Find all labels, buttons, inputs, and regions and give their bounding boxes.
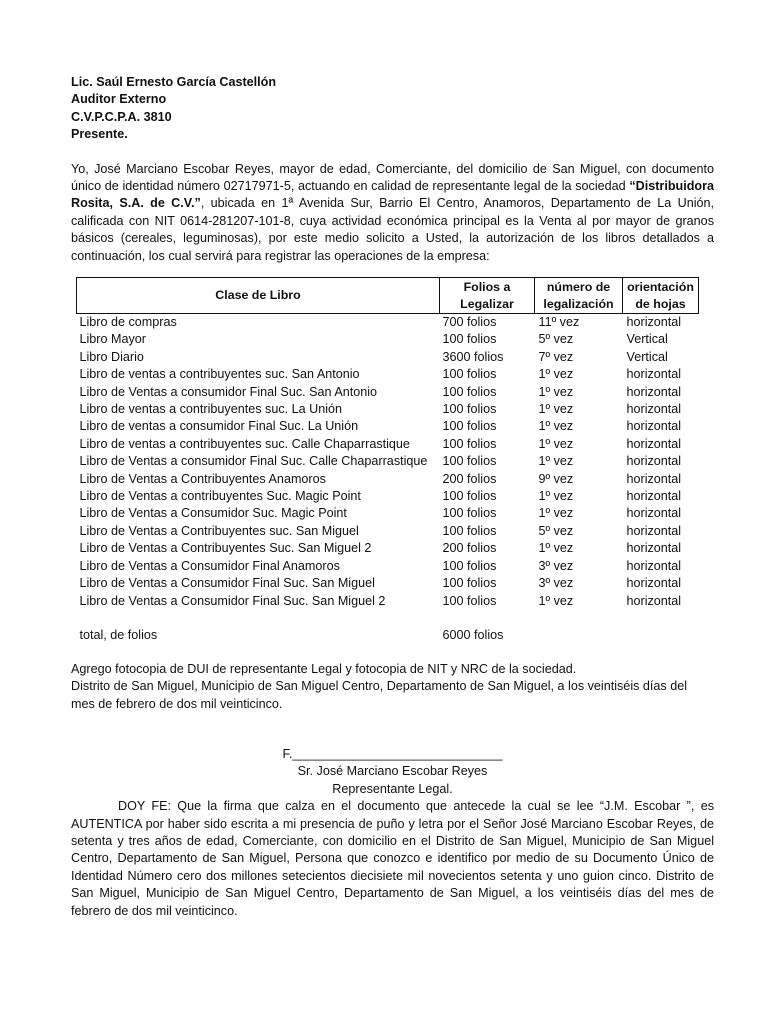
folios-cell: 100 folios [442,419,497,434]
table-body [77,314,699,645]
document-page [71,74,714,920]
table-row [77,384,699,401]
legalization-cell: 1º vez [538,419,574,434]
orientation-cell: horizontal [626,523,682,538]
orientation-cell: horizontal [626,367,682,382]
books-table [76,277,699,645]
legalization-cell: 1º vez [538,384,574,399]
orientation-cell: horizontal [626,384,682,399]
book-name-cell: Libro de Ventas a Consumidor Final Anamoros [79,558,340,573]
book-name-cell: Libro de Ventas a contribuyentes Suc. Magic Point [79,489,361,504]
legalization-cell: 1º vez [538,402,574,417]
orientation-cell: horizontal [626,471,682,486]
table-row [77,540,699,557]
addressee-block [71,74,714,144]
folios-cell: 200 folios [442,541,497,556]
table-row [77,331,699,348]
table-row [77,418,699,435]
orientation-cell: horizontal [626,558,682,573]
legalization-cell: 1º vez [538,593,574,608]
book-name-cell: Libro de ventas a consumidor Final Suc. La Unión [79,419,359,434]
folios-cell: 100 folios [442,593,497,608]
table-row [77,523,699,540]
book-name-cell: Libro de ventas a contribuyentes suc. La Unión [79,402,343,417]
book-name-cell: Libro de ventas a contribuyentes suc. Calle Chaparrastique [79,436,410,451]
legalization-cell: 3º vez [538,576,574,591]
folios-cell: 100 folios [442,332,497,347]
book-name-cell: Libro de compras [79,315,177,329]
addressee-greeting: Presente. [71,127,128,142]
place-date: Distrito de San Miguel, Municipio de San Miguel Centro, Departamento de San Miguel, a los veintiséis días del mes de febrero de dos mil veinticinco. [71,679,688,711]
folios-cell: 100 folios [442,558,497,573]
book-name-cell: Libro de Ventas a consumidor Final Suc. San Antonio [79,384,378,399]
header-book-class: Clase de Libro [77,278,440,314]
table-row [77,488,699,505]
total-value: 6000 folios [442,628,504,643]
table-row [77,436,699,453]
legalization-cell: 1º vez [538,541,574,556]
header-orientation: orientación de hojas [623,278,699,314]
signature-line: F.______________________________ [282,746,503,761]
folios-cell: 100 folios [442,402,497,417]
legalization-cell: 7º vez [538,349,574,364]
orientation-cell: horizontal [626,506,682,521]
attachments-note: Agrego fotocopia de DUI de representante Legal y fotocopia de NIT y NRC de la sociedad. [71,661,577,676]
legalization-cell: 1º vez [538,506,574,521]
signer-name: Sr. José Marciano Escobar Reyes [297,764,488,779]
signature-block [71,746,714,798]
table-row [77,401,699,418]
legalization-cell: 11º vez [538,315,580,329]
book-name-cell: Libro Diario [79,349,144,364]
table-row [77,471,699,488]
orientation-cell: Vertical [626,332,668,347]
orientation-cell: horizontal [626,315,682,329]
orientation-cell: horizontal [626,489,682,504]
addressee-name: Lic. Saúl Ernesto García Castellón [71,75,277,89]
legalization-cell: 1º vez [538,367,574,382]
orientation-cell: horizontal [626,436,682,451]
intro-text-1: Yo, José Marciano Escobar Reyes, mayor de edad, Comerciante, del domicilio de San Miguel, con documento único de identidad número 02717971-5, actuando en calidad de representante legal de la sociedad [71,161,714,193]
table-row [77,558,699,575]
table-row [77,505,699,522]
folios-cell: 100 folios [442,436,497,451]
orientation-cell: horizontal [626,593,682,608]
book-name-cell: Libro de Ventas a Consumidor Final Suc. San Miguel [79,576,375,591]
legalization-cell: 3º vez [538,558,574,573]
total-row [77,627,699,644]
header-legalization-number: número de legalización [535,278,623,314]
orientation-cell: horizontal [626,454,682,469]
table-row [77,593,699,610]
legalization-cell: 1º vez [538,436,574,451]
folios-cell: 100 folios [442,384,497,399]
legalization-cell: 9º vez [538,471,574,486]
folios-cell: 100 folios [442,454,497,469]
legalization-cell: 5º vez [538,523,574,538]
book-name-cell: Libro Mayor [79,332,146,347]
orientation-cell: horizontal [626,576,682,591]
table-row [77,575,699,592]
table-row [77,453,699,470]
folios-cell: 100 folios [442,367,497,382]
folios-cell: 100 folios [442,576,497,591]
addressee-title: Auditor Externo [71,92,167,107]
book-name-cell: Libro de Ventas a Contribuyentes suc. San Miguel [79,523,359,538]
book-name-cell: Libro de Ventas a consumidor Final Suc. Calle Chaparrastique [79,454,428,469]
table-row [77,314,699,332]
intro-paragraph [71,161,714,265]
folios-cell: 700 folios [442,315,497,329]
folios-cell: 100 folios [442,489,497,504]
intro-text-2: , ubicada en 1ª Avenida Sur, Barrio El Centro, Anamoros, Departamento de La Unión, calificada con NIT 0614-281207-101-8, cuya actividad económica principal es la Venta al por mayor de granos básicos (cereales, leguminosas), por este medio solicito a Usted, la autorización de los libros detallados a continuación, los cual servirá para registrar las operaciones de la empresa: [71,196,715,263]
signer-role: Representante Legal. [332,781,453,796]
orientation-cell: horizontal [626,541,682,556]
folios-cell: 100 folios [442,506,497,521]
legalization-cell: 1º vez [538,454,574,469]
book-name-cell: Libro de Ventas a Consumidor Suc. Magic Point [79,506,347,521]
company-name: “Distribuidora Rosita, S.A. de C.V.” [71,178,714,211]
orientation-cell: horizontal [626,419,682,434]
table-row [77,366,699,383]
book-name-cell: Libro de Ventas a Consumidor Final Suc. San Miguel 2 [79,593,386,608]
header-folios: Folios a Legalizar [440,278,535,314]
legalization-cell: 5º vez [538,332,574,347]
folios-cell: 100 folios [442,523,497,538]
spacer-row [77,610,699,627]
book-name-cell: Libro de Ventas a Contribuyentes Suc. San Miguel 2 [79,541,372,556]
book-name-cell: Libro de ventas a contribuyentes suc. San Antonio [79,367,360,382]
folios-cell: 3600 folios [442,349,504,364]
orientation-cell: horizontal [626,402,682,417]
addressee-registration: C.V.P.C.P.A. 3810 [71,109,172,124]
legalization-cell: 1º vez [538,489,574,504]
orientation-cell: Vertical [626,349,668,364]
total-label: total, de folios [79,628,158,643]
table-header-row [77,278,699,314]
book-name-cell: Libro de Ventas a Contribuyentes Anamoros [79,471,326,486]
notary-paragraph: DOY FE: Que la firma que calza en el documento que antecede la cual se lee “J.M. Escobar ”, es AUTENTICA por haber sido escrita a mi presencia de puño y letra por el Señor José Marciano Escobar Reyes, de setenta y tres años de edad, Comerciante, con domicilio en el Distrito de San Miguel, Municipio de San Miguel Centro, Departamento de San Miguel, Persona que conozco e identifico por medio de su Documento Único de Identidad Número cero dos millones setecientos diecisiete mil novecientos setenta y uno guion cinco. Distrito de San Miguel, Municipio de San Miguel Centro, Departamento de San Miguel, a los veintiséis días del mes de febrero de dos mil veinticinco. [71,799,714,918]
folios-cell: 200 folios [442,471,497,486]
table-row [77,349,699,366]
